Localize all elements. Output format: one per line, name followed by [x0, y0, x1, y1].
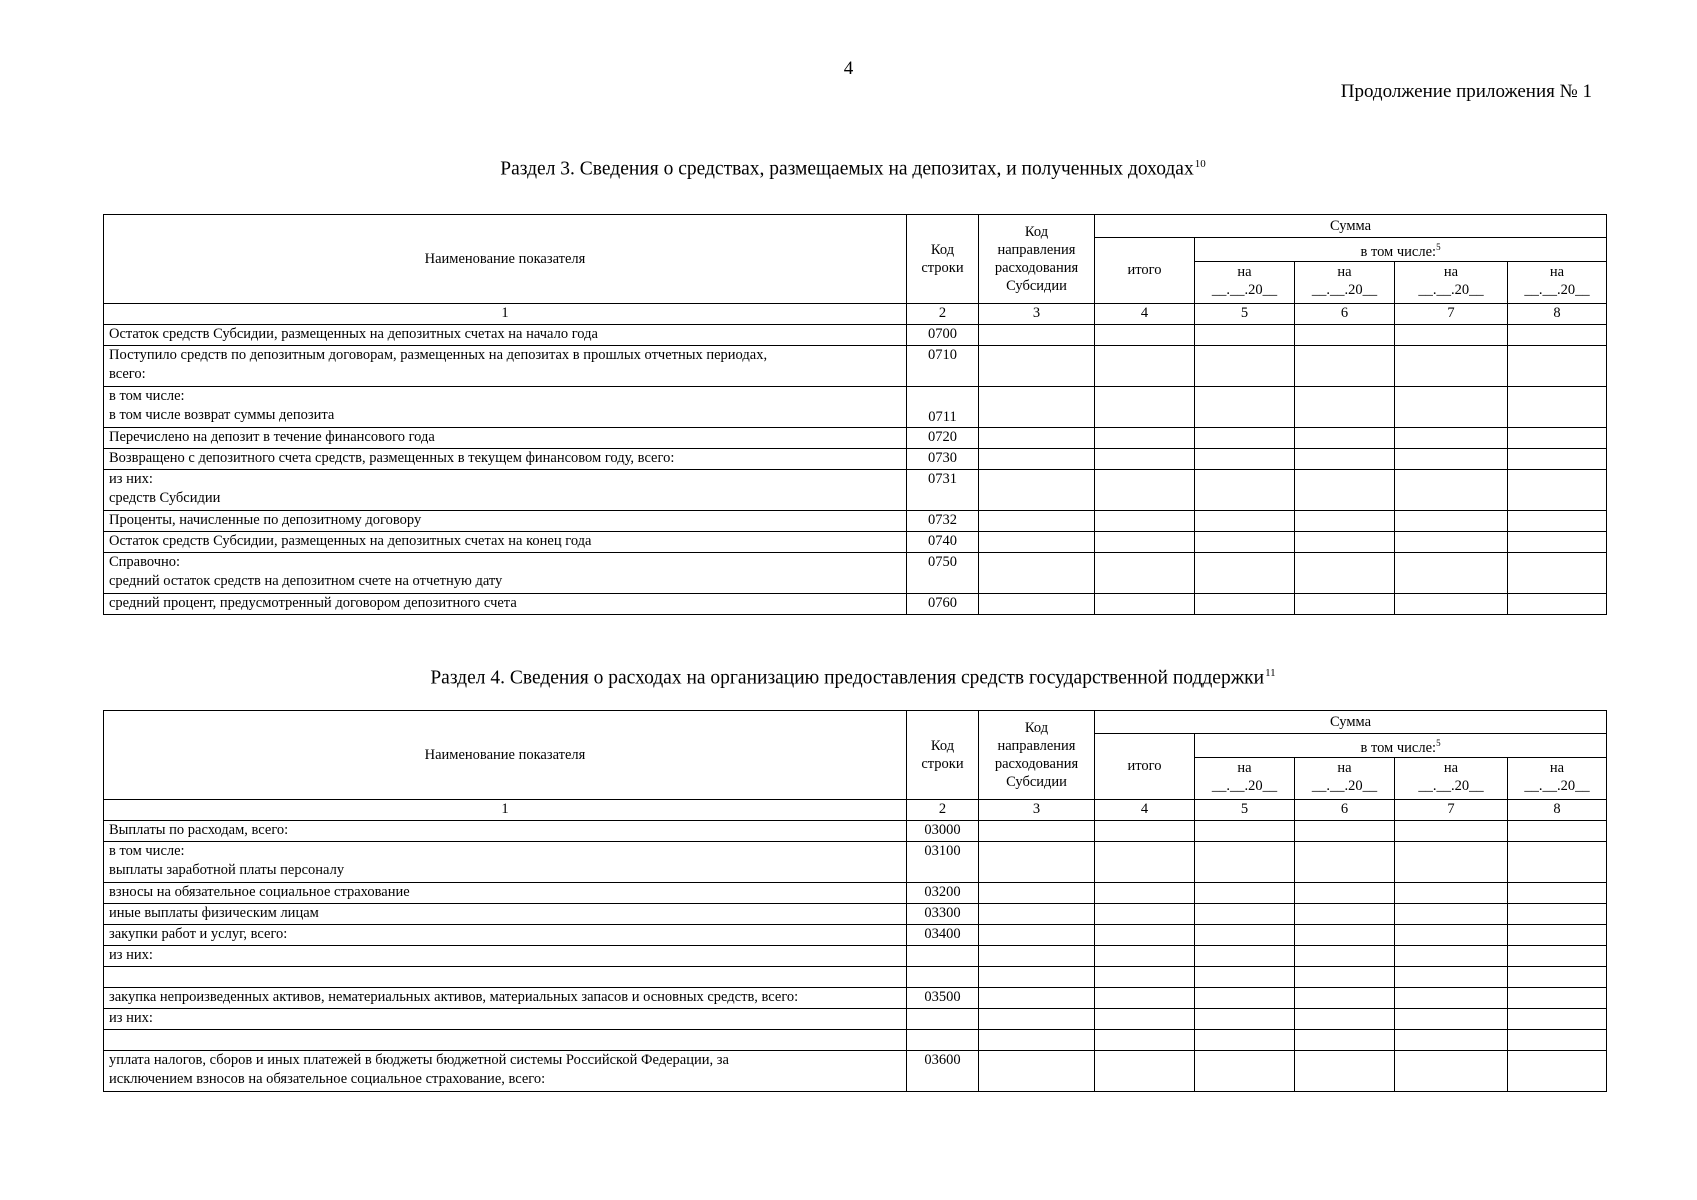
header-direction-code — [979, 711, 1095, 800]
indicator-name-line: иные выплаты физическим лицам — [109, 904, 319, 921]
header-date-column — [1508, 757, 1607, 799]
value-cell[interactable] — [1508, 987, 1607, 1008]
header-date-blank: __.__.20__ — [1311, 777, 1378, 794]
header-direction-code-line: расходования — [994, 755, 1079, 772]
table-row — [104, 903, 1607, 924]
value-cell[interactable] — [979, 552, 1095, 593]
header-date-column — [1295, 261, 1395, 303]
value-cell[interactable] — [1508, 469, 1607, 510]
column-numbers-row — [104, 303, 1607, 324]
column-number: 7 — [1395, 303, 1508, 324]
header-date-blank: __.__.20__ — [1418, 777, 1484, 794]
row-code: 0710 — [907, 345, 979, 386]
indicator-name-line: в том числе: — [109, 387, 185, 404]
value-cell[interactable] — [1095, 324, 1195, 345]
header-date-blank: __.__.20__ — [1524, 777, 1590, 794]
header-date-column — [1395, 757, 1508, 799]
value-cell[interactable] — [1295, 987, 1395, 1008]
value-cell[interactable] — [979, 531, 1095, 552]
column-number: 6 — [1295, 799, 1395, 820]
value-cell[interactable] — [1395, 324, 1508, 345]
value-cell[interactable] — [1295, 324, 1395, 345]
indicator-name — [104, 531, 907, 552]
row-code: 0732 — [907, 510, 979, 531]
header-including — [1195, 734, 1607, 758]
column-number: 4 — [1095, 303, 1195, 324]
value-cell[interactable] — [1095, 1050, 1195, 1091]
header-date-on: на — [1549, 263, 1565, 280]
value-cell[interactable] — [1195, 1050, 1295, 1091]
value-cell[interactable] — [1508, 324, 1607, 345]
value-cell[interactable] — [1508, 820, 1607, 841]
value-cell[interactable] — [1395, 448, 1508, 469]
table-row — [104, 1008, 1607, 1029]
table-row — [104, 820, 1607, 841]
value-cell[interactable] — [1295, 386, 1395, 427]
indicator-name — [104, 510, 907, 531]
value-cell[interactable] — [1095, 593, 1195, 614]
table-row — [104, 924, 1607, 945]
header-direction-code-line: Субсидии — [1006, 773, 1067, 790]
value-cell[interactable] — [979, 593, 1095, 614]
header-including — [1195, 238, 1607, 262]
value-cell[interactable] — [979, 386, 1095, 427]
value-cell[interactable] — [979, 841, 1095, 882]
value-cell[interactable] — [1095, 552, 1195, 593]
indicator-name — [104, 324, 907, 345]
header-date-blank: __.__.20__ — [1311, 281, 1378, 298]
value-cell[interactable] — [1295, 448, 1395, 469]
value-cell[interactable] — [1508, 841, 1607, 882]
indicator-name-line: исключением взносов на обязательное социальное страхование, всего: — [109, 1070, 546, 1087]
column-number: 1 — [104, 799, 907, 820]
indicator-name — [104, 345, 907, 386]
value-cell[interactable] — [1295, 841, 1395, 882]
row-code: 0730 — [907, 448, 979, 469]
header-row-code: Код строки — [907, 711, 979, 800]
value-cell[interactable] — [1195, 510, 1295, 531]
value-cell[interactable] — [1395, 345, 1508, 386]
section-4-footnote-ref: 11 — [1265, 667, 1276, 679]
value-cell[interactable] — [1095, 510, 1195, 531]
page-number: 4 — [843, 58, 854, 79]
row-code — [907, 945, 979, 966]
header-total: итого — [1095, 238, 1195, 304]
value-cell[interactable] — [1095, 841, 1195, 882]
value-cell[interactable] — [979, 1008, 1095, 1029]
value-cell[interactable] — [1095, 820, 1195, 841]
indicator-name — [104, 1050, 907, 1091]
value-cell[interactable] — [1508, 345, 1607, 386]
value-cell[interactable] — [1295, 469, 1395, 510]
value-cell[interactable] — [1295, 531, 1395, 552]
value-cell[interactable] — [1508, 448, 1607, 469]
indicator-name-line: в том числе: — [109, 842, 185, 859]
row-code: 03100 — [907, 841, 979, 882]
row-code: 03600 — [907, 1050, 979, 1091]
value-cell[interactable] — [1395, 552, 1508, 593]
indicator-name-line: закупка непроизведенных активов, нематериальных активов, материальных запасов и основных средств, всего: — [109, 988, 799, 1005]
value-cell[interactable] — [1395, 427, 1508, 448]
table-row — [104, 510, 1607, 531]
column-numbers-row — [104, 799, 1607, 820]
header-including-text: в том числе: — [1360, 243, 1437, 260]
row-code: 03200 — [907, 882, 979, 903]
row-code: 0760 — [907, 593, 979, 614]
value-cell[interactable] — [1295, 1050, 1395, 1091]
value-cell[interactable] — [1095, 882, 1195, 903]
value-cell[interactable] — [1295, 1008, 1395, 1029]
row-code: 0700 — [907, 324, 979, 345]
indicator-name — [104, 552, 907, 593]
value-cell[interactable] — [1508, 1050, 1607, 1091]
header-direction-code-line: Субсидии — [1006, 277, 1067, 294]
value-cell[interactable] — [1395, 1029, 1508, 1050]
value-cell[interactable] — [1095, 427, 1195, 448]
indicator-name-line: всего: — [109, 365, 146, 382]
column-number: 1 — [104, 303, 907, 324]
value-cell[interactable] — [1295, 945, 1395, 966]
value-cell[interactable] — [1395, 820, 1508, 841]
value-cell[interactable] — [1095, 345, 1195, 386]
header-row — [104, 215, 1607, 238]
value-cell[interactable] — [1195, 987, 1295, 1008]
header-indicator-name: Наименование показателя — [104, 215, 907, 304]
indicator-name-line: средств Субсидии — [109, 489, 221, 506]
value-cell[interactable] — [1195, 324, 1295, 345]
value-cell[interactable] — [1195, 386, 1295, 427]
header-date-blank: __.__.20__ — [1524, 281, 1590, 298]
section-4-title-text: Раздел 4. Сведения о расходах на организацию предоставления средств государственной поддержки — [430, 667, 1265, 689]
indicator-name — [104, 427, 907, 448]
column-number: 8 — [1508, 799, 1607, 820]
value-cell[interactable] — [1295, 882, 1395, 903]
table-row — [104, 1050, 1607, 1091]
column-number: 6 — [1295, 303, 1395, 324]
header-date-column — [1195, 757, 1295, 799]
table-row — [104, 427, 1607, 448]
header-date-on: на — [1443, 263, 1459, 280]
value-cell[interactable] — [1295, 966, 1395, 987]
row-code: 03300 — [907, 903, 979, 924]
value-cell[interactable] — [1508, 1008, 1607, 1029]
header-total: итого — [1095, 734, 1195, 800]
column-number: 8 — [1508, 303, 1607, 324]
indicator-name-line: Остаток средств Субсидии, размещенных на депозитных счетах на начало года — [109, 325, 598, 342]
header-indicator-name: Наименование показателя — [104, 711, 907, 800]
value-cell[interactable] — [1295, 1029, 1395, 1050]
value-cell[interactable] — [1395, 1008, 1508, 1029]
section-3-table — [103, 214, 1607, 615]
table-row — [104, 469, 1607, 510]
value-cell[interactable] — [1195, 531, 1295, 552]
section-3-title — [103, 158, 1603, 181]
indicator-name-line: Проценты, начисленные по депозитному договору — [109, 511, 422, 528]
indicator-name-line: Справочно: — [109, 553, 181, 570]
column-number: 5 — [1195, 799, 1295, 820]
value-cell[interactable] — [1095, 531, 1195, 552]
indicator-name-line: средний процент, предусмотренный договором депозитного счета — [109, 594, 517, 611]
indicator-name-line: взносы на обязательное социальное страхование — [109, 883, 410, 900]
table-row — [104, 945, 1607, 966]
header-row-code: Код строки — [907, 215, 979, 304]
row-code: 03000 — [907, 820, 979, 841]
indicator-name-line: выплаты заработной платы персоналу — [109, 861, 345, 878]
value-cell[interactable] — [1295, 924, 1395, 945]
header-direction-code-line: Код — [1024, 719, 1049, 736]
value-cell[interactable] — [1395, 924, 1508, 945]
value-cell[interactable] — [979, 427, 1095, 448]
value-cell[interactable] — [1095, 924, 1195, 945]
indicator-name — [104, 841, 907, 882]
value-cell[interactable] — [979, 945, 1095, 966]
value-cell[interactable] — [1508, 552, 1607, 593]
value-cell[interactable] — [1195, 882, 1295, 903]
value-cell[interactable] — [1395, 531, 1508, 552]
table-row — [104, 966, 1607, 987]
value-cell[interactable] — [1095, 945, 1195, 966]
indicator-name-line: уплата налогов, сборов и иных платежей в бюджеты бюджетной системы Российской Федерации, за — [109, 1051, 729, 1068]
value-cell[interactable] — [1195, 966, 1295, 987]
value-cell[interactable] — [1508, 945, 1607, 966]
row-code: 0731 — [907, 469, 979, 510]
row-code — [907, 1008, 979, 1029]
section-4-title — [103, 667, 1603, 690]
value-cell[interactable] — [979, 882, 1095, 903]
indicator-name-line: Поступило средств по депозитным договорам, размещенных на депозитах в прошлых отчетных периодах, — [109, 346, 768, 363]
value-cell[interactable] — [979, 1029, 1095, 1050]
indicator-name — [104, 448, 907, 469]
value-cell[interactable] — [1395, 469, 1508, 510]
value-cell[interactable] — [1508, 882, 1607, 903]
row-code: 0711 — [907, 386, 979, 427]
header-date-on: на — [1443, 759, 1459, 776]
header-row — [104, 711, 1607, 734]
header-direction-code-line: направления — [997, 737, 1076, 754]
column-number: 3 — [979, 303, 1095, 324]
value-cell[interactable] — [1395, 945, 1508, 966]
indicator-name — [104, 945, 907, 966]
value-cell[interactable] — [1095, 987, 1195, 1008]
value-cell[interactable] — [1395, 903, 1508, 924]
value-cell[interactable] — [979, 324, 1095, 345]
value-cell[interactable] — [1195, 903, 1295, 924]
row-code: 03400 — [907, 924, 979, 945]
indicator-name-line: закупки работ и услуг, всего: — [109, 925, 288, 942]
value-cell[interactable] — [1095, 966, 1195, 987]
indicator-name-line — [109, 1030, 901, 1049]
indicator-name-line: из них: — [109, 1009, 153, 1026]
indicator-name-line: Возвращено с депозитного счета средств, размещенных в текущем финансовом году, всего: — [109, 449, 675, 466]
footnote-ref: 5 — [1436, 738, 1441, 748]
column-number: 2 — [907, 303, 979, 324]
row-code: 0750 — [907, 552, 979, 593]
value-cell[interactable] — [979, 448, 1095, 469]
indicator-name-line: Выплаты по расходам, всего: — [109, 821, 289, 838]
value-cell[interactable] — [1295, 510, 1395, 531]
row-code: 03500 — [907, 987, 979, 1008]
value-cell[interactable] — [1195, 1029, 1295, 1050]
value-cell[interactable] — [1095, 386, 1195, 427]
table-row — [104, 1029, 1607, 1050]
value-cell[interactable] — [1195, 552, 1295, 593]
table-row — [104, 987, 1607, 1008]
header-date-column — [1395, 261, 1508, 303]
value-cell[interactable] — [1395, 987, 1508, 1008]
value-cell[interactable] — [1095, 1029, 1195, 1050]
row-code — [907, 966, 979, 987]
table-row — [104, 386, 1607, 427]
value-cell[interactable] — [1195, 427, 1295, 448]
value-cell[interactable] — [979, 820, 1095, 841]
value-cell[interactable] — [1195, 448, 1295, 469]
indicator-name — [104, 966, 907, 987]
value-cell[interactable] — [1195, 345, 1295, 386]
value-cell[interactable] — [1508, 386, 1607, 427]
value-cell[interactable] — [1395, 386, 1508, 427]
value-cell[interactable] — [1195, 841, 1295, 882]
header-direction-code-line: расходования — [994, 259, 1079, 276]
indicator-name-line: Перечислено на депозит в течение финансового года — [109, 428, 435, 445]
value-cell[interactable] — [1195, 820, 1295, 841]
table-row — [104, 841, 1607, 882]
indicator-name — [104, 924, 907, 945]
value-cell[interactable] — [1508, 427, 1607, 448]
header-date-column — [1508, 261, 1607, 303]
value-cell[interactable] — [1095, 448, 1195, 469]
indicator-name — [104, 1008, 907, 1029]
value-cell[interactable] — [1395, 510, 1508, 531]
appendix-continuation-label: Продолжение приложения № 1 — [1340, 81, 1592, 102]
header-date-column — [1295, 757, 1395, 799]
value-cell[interactable] — [1295, 427, 1395, 448]
header-direction-code — [979, 215, 1095, 304]
value-cell[interactable] — [1195, 469, 1295, 510]
footnote-ref: 5 — [1436, 242, 1441, 252]
table-row — [104, 531, 1607, 552]
header-date-blank: __.__.20__ — [1211, 281, 1278, 298]
column-number: 2 — [907, 799, 979, 820]
value-cell[interactable] — [1508, 966, 1607, 987]
row-code: 0720 — [907, 427, 979, 448]
header-date-blank: __.__.20__ — [1211, 777, 1278, 794]
column-number: 7 — [1395, 799, 1508, 820]
indicator-name — [104, 903, 907, 924]
value-cell[interactable] — [1395, 966, 1508, 987]
value-cell[interactable] — [1508, 593, 1607, 614]
section-3-title-text: Раздел 3. Сведения о средствах, размещаемых на депозитах, и полученных доходах — [500, 158, 1194, 180]
indicator-name-line: средний остаток средств на депозитном счете на отчетную дату — [109, 572, 503, 589]
value-cell[interactable] — [1095, 469, 1195, 510]
column-number: 5 — [1195, 303, 1295, 324]
header-date-on: на — [1337, 263, 1352, 280]
indicator-name — [104, 882, 907, 903]
column-number: 4 — [1095, 799, 1195, 820]
indicator-name — [104, 820, 907, 841]
value-cell[interactable] — [1508, 531, 1607, 552]
value-cell[interactable] — [1395, 882, 1508, 903]
header-including-text: в том числе: — [1360, 739, 1437, 756]
row-code — [907, 1029, 979, 1050]
value-cell[interactable] — [1195, 593, 1295, 614]
header-date-on: на — [1337, 759, 1352, 776]
indicator-name — [104, 987, 907, 1008]
value-cell[interactable] — [1508, 1029, 1607, 1050]
indicator-name-line: из них: — [109, 470, 153, 487]
header-date-column — [1195, 261, 1295, 303]
value-cell[interactable] — [1195, 945, 1295, 966]
indicator-name-line — [109, 967, 901, 986]
header-date-on: на — [1549, 759, 1565, 776]
header-date-on: на — [1237, 263, 1252, 280]
table-row — [104, 345, 1607, 386]
value-cell[interactable] — [1295, 345, 1395, 386]
indicator-name-line: в том числе возврат суммы депозита — [109, 406, 335, 423]
column-number: 3 — [979, 799, 1095, 820]
indicator-name — [104, 386, 907, 427]
row-code: 0740 — [907, 531, 979, 552]
value-cell[interactable] — [1508, 924, 1607, 945]
table-row — [104, 552, 1607, 593]
value-cell[interactable] — [1395, 841, 1508, 882]
indicator-name — [104, 469, 907, 510]
header-direction-code-line: Код — [1024, 223, 1049, 240]
value-cell[interactable] — [1295, 552, 1395, 593]
value-cell[interactable] — [979, 924, 1095, 945]
value-cell[interactable] — [1195, 924, 1295, 945]
value-cell[interactable] — [1095, 903, 1195, 924]
indicator-name — [104, 593, 907, 614]
value-cell[interactable] — [1095, 1008, 1195, 1029]
value-cell[interactable] — [979, 345, 1095, 386]
section-4-table — [103, 710, 1607, 1092]
value-cell[interactable] — [979, 510, 1095, 531]
value-cell[interactable] — [979, 469, 1095, 510]
table-row — [104, 324, 1607, 345]
indicator-name-line: из них: — [109, 946, 153, 963]
section-3-footnote-ref: 10 — [1194, 158, 1206, 170]
header-sum: Сумма — [1095, 215, 1607, 238]
value-cell[interactable] — [1508, 903, 1607, 924]
value-cell[interactable] — [1395, 1050, 1508, 1091]
value-cell[interactable] — [1295, 903, 1395, 924]
value-cell[interactable] — [979, 987, 1095, 1008]
indicator-name — [104, 1029, 907, 1050]
table-row — [104, 882, 1607, 903]
header-direction-code-line: направления — [997, 241, 1076, 258]
value-cell[interactable] — [1295, 593, 1395, 614]
value-cell[interactable] — [979, 903, 1095, 924]
header-sum: Сумма — [1095, 711, 1607, 734]
value-cell[interactable] — [1395, 593, 1508, 614]
table-row — [104, 593, 1607, 614]
value-cell[interactable] — [979, 966, 1095, 987]
value-cell[interactable] — [979, 1050, 1095, 1091]
header-date-on: на — [1237, 759, 1252, 776]
table-row — [104, 448, 1607, 469]
value-cell[interactable] — [1295, 820, 1395, 841]
value-cell[interactable] — [1195, 1008, 1295, 1029]
indicator-name-line: Остаток средств Субсидии, размещенных на депозитных счетах на конец года — [109, 532, 592, 549]
value-cell[interactable] — [1508, 510, 1607, 531]
header-date-blank: __.__.20__ — [1418, 281, 1484, 298]
